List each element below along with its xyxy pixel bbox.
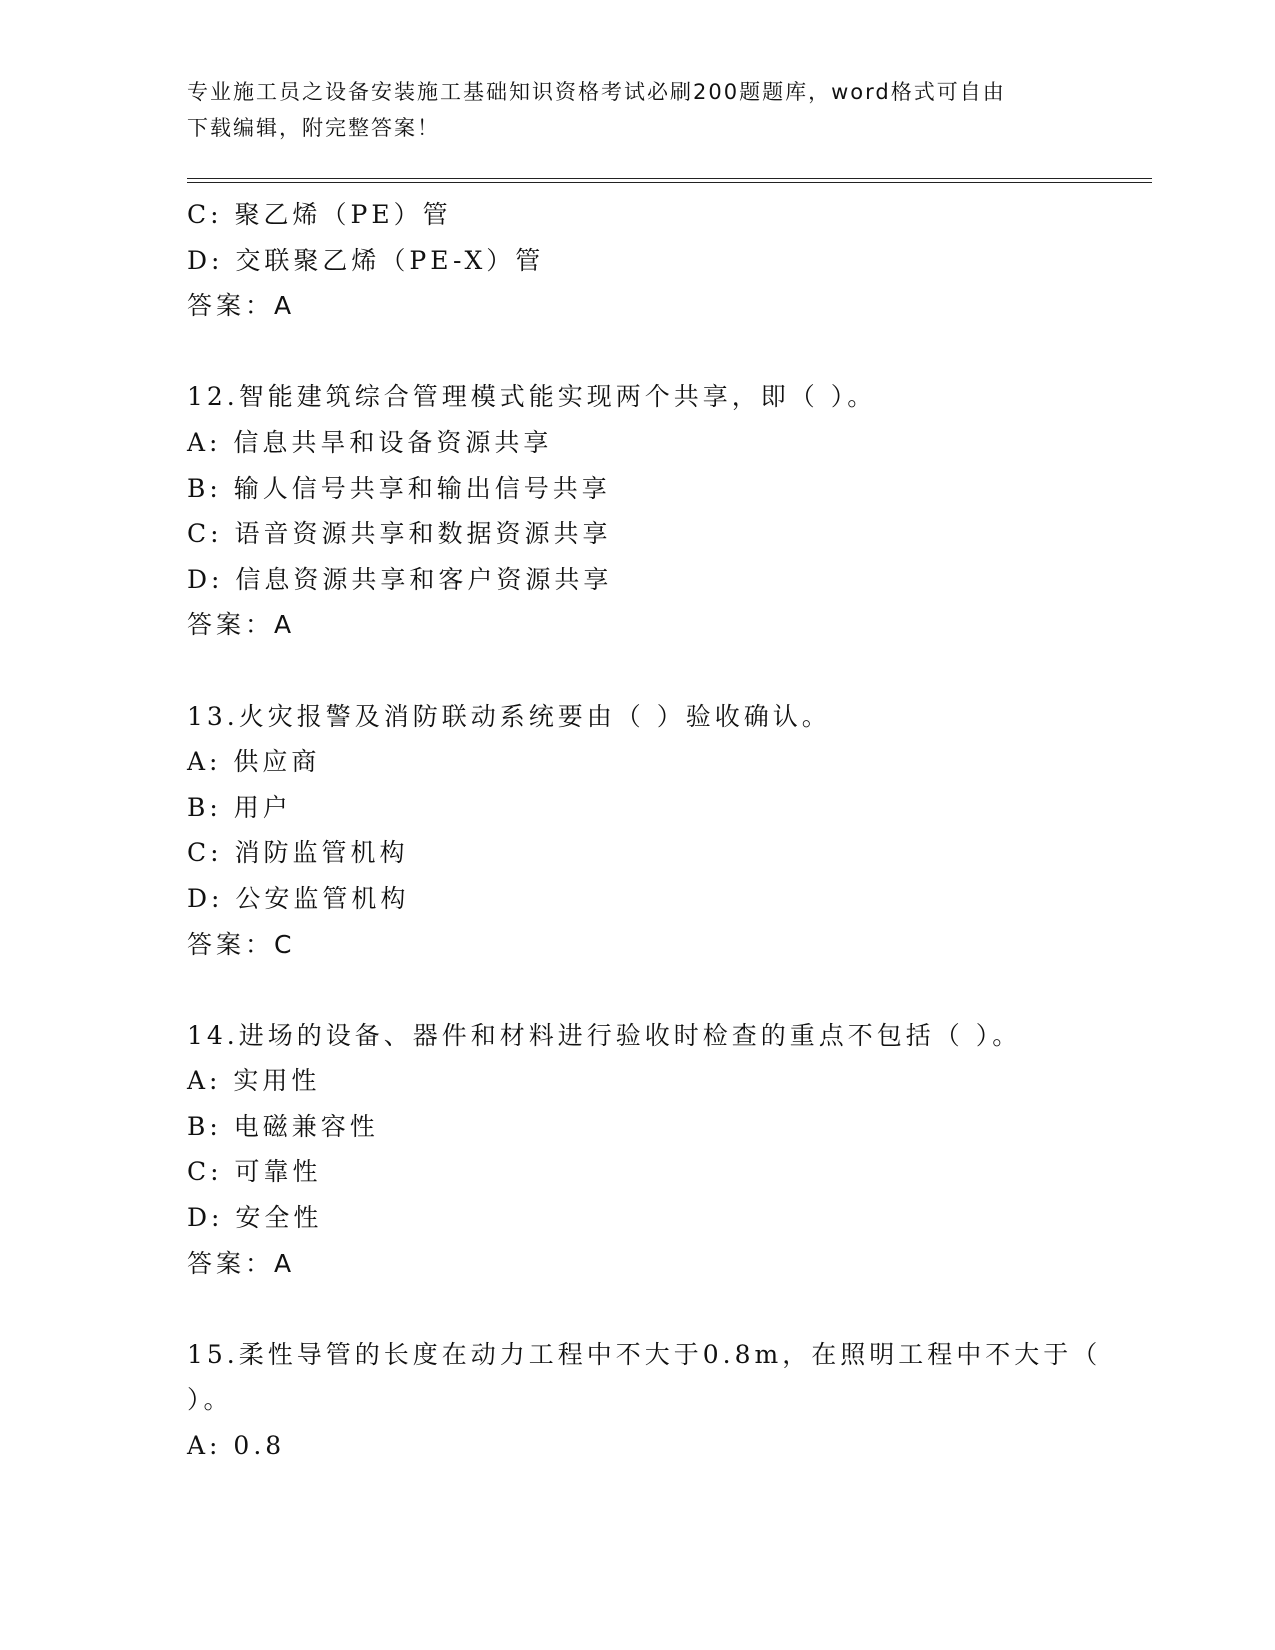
question-13 — [187, 694, 1147, 968]
spacer — [187, 967, 1147, 1013]
option-c: C: 可靠性 — [187, 1157, 322, 1187]
option-a: A: 信息共旱和设备资源共享 — [187, 427, 553, 457]
option-a: A: 实用性 — [187, 1066, 321, 1096]
question-stem-line-1: 15.柔性导管的长度在动力工程中不大于0.8m，在照明工程中不大于（ — [187, 1339, 1102, 1369]
spacer — [187, 648, 1147, 694]
option-c: C: 聚乙烯（PE）管 — [187, 200, 452, 229]
answer: 答案：A — [187, 610, 296, 640]
option-a: A: 0.8 — [187, 1431, 286, 1461]
option-c: C: 消防监管机构 — [187, 838, 409, 868]
question-14 — [187, 1013, 1147, 1287]
question-stem: 12.智能建筑综合管理模式能实现两个共享，即（ ）。 — [187, 382, 877, 412]
answer: 答案：C — [187, 929, 296, 959]
option-a: A: 供应商 — [187, 747, 321, 777]
header-divider — [187, 178, 1152, 183]
option-d: D: 公安监管机构 — [187, 883, 410, 913]
option-b: B: 输人信号共享和输出信号共享 — [187, 473, 611, 503]
question-15 — [187, 1332, 1147, 1469]
question-list — [187, 192, 1147, 1469]
answer: 答案：A — [187, 1248, 296, 1278]
option-c: C: 语音资源共享和数据资源共享 — [187, 519, 612, 549]
spacer — [187, 1286, 1147, 1332]
option-b: B: 用户 — [187, 792, 292, 822]
question-stem: 14.进场的设备、器件和材料进行验收时检查的重点不包括（ ）。 — [187, 1020, 1022, 1050]
spacer — [187, 329, 1147, 375]
option-d: D: 信息资源共享和客户资源共享 — [187, 564, 613, 594]
question-stem-line-2: ）。 — [187, 1385, 233, 1415]
header-line-1: 专业施工员之设备安装施工基础知识资格考试必刷200题题库，word格式可自由 — [187, 80, 1006, 104]
option-d: D: 安全性 — [187, 1203, 323, 1233]
header-line-2: 下载编辑，附完整答案！ — [187, 116, 440, 140]
option-d: D: 交联聚乙烯（PE-X）管 — [187, 245, 545, 275]
question-12 — [187, 374, 1147, 648]
answer: 答案：A — [187, 291, 296, 321]
option-b: B: 电磁兼容性 — [187, 1111, 379, 1141]
document-header — [187, 74, 1087, 146]
question-stem: 13.火灾报警及消防联动系统要由（ ）验收确认。 — [187, 701, 831, 731]
question-11-continued — [187, 192, 1147, 329]
